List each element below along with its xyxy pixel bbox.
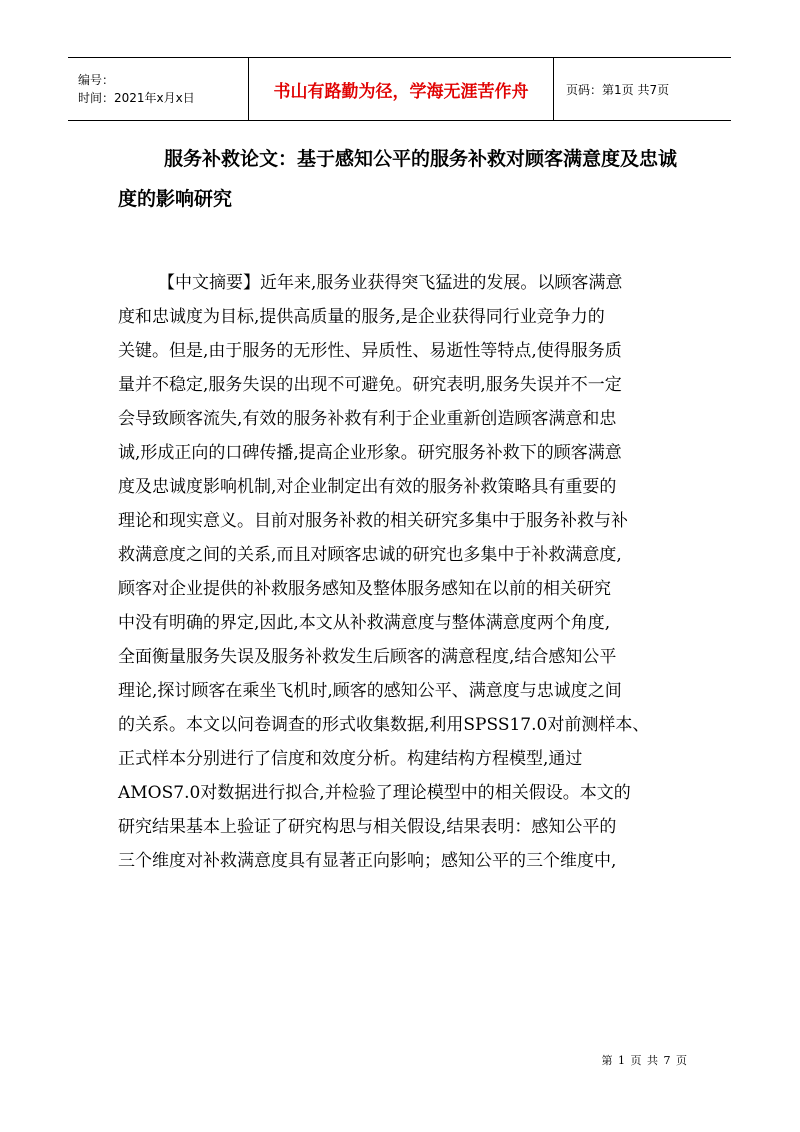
abstract-line: 量并不稳定,服务失误的出现不可避免。研究表明,服务失误并不一定: [118, 375, 622, 395]
abstract-line: 理论和现实意义。目前对服务补救的相关研究多集中于服务补救与补: [118, 511, 628, 531]
abstract-line: 关键。但是,由于服务的无形性、异质性、易逝性等特点,使得服务质: [118, 341, 622, 361]
abstract-line: 【中文摘要】近年来,服务业获得突飞猛进的发展。以顾客满意: [158, 273, 623, 293]
abstract-line: 研究结果基本上验证了研究构思与相关假设,结果表明：感知公平的: [118, 817, 617, 837]
abstract-line: 度和忠诚度为目标,提供高质量的服务,是企业获得同行业竞争力的: [118, 307, 605, 327]
document-title: 服务补救论文：基于感知公平的服务补救对顾客满意度及忠诚度的影响研究: [118, 148, 678, 210]
page-header: [68, 57, 731, 121]
abstract-line: 中没有明确的界定,因此,本文从补救满意度与整体满意度两个角度,: [118, 613, 611, 633]
abstract-line: 顾客对企业提供的补救服务感知及整体服务感知在以前的相关研究: [118, 579, 611, 599]
abstract-line: 会导致顾客流失,有效的服务补救有利于企业重新创造顾客满意和忠: [118, 409, 617, 429]
abstract-line: 正式样本分别进行了信度和效度分析。构建结构方程模型,通过: [118, 749, 583, 769]
abstract-line: 救满意度之间的关系,而且对顾客忠诚的研究也多集中于补救满意度,: [118, 545, 622, 565]
document-number-label: 编号：: [78, 73, 115, 87]
header-motto: 书山有路勤为径，学海无涯苦作舟: [273, 81, 529, 102]
document-time: 时间：2021年x月x日: [78, 91, 195, 105]
abstract-line: 全面衡量服务失误及服务补救发生后顾客的满意程度,结合感知公平: [118, 647, 617, 667]
abstract-line: 三个维度对补救满意度具有显著正向影响；感知公平的三个维度中,: [118, 851, 617, 871]
abstract-line: 的关系。本文以问卷调查的形式收集数据,利用SPSS17.0对前测样本、: [118, 715, 650, 735]
abstract-line: 理论,探讨顾客在乘坐飞机时,顾客的感知公平、满意度与忠诚度之间: [118, 681, 622, 701]
header-page-cell: [554, 58, 731, 120]
header-meta: [68, 58, 249, 120]
header-page-info: 页码：第1页 共7页: [566, 82, 670, 97]
abstract-line: AMOS7.0对数据进行拟合,并检验了理论模型中的相关假设。本文的: [118, 783, 631, 803]
page-footer: 第 1 页 共 7 页: [601, 1054, 688, 1067]
abstract-line: 度及忠诚度影响机制,对企业制定出有效的服务补救策略具有重要的: [118, 477, 617, 497]
header-motto-cell: [249, 58, 554, 120]
abstract-line: 诚,形成正向的口碑传播,提高企业形象。研究服务补救下的顾客满意: [118, 443, 622, 463]
abstract-body: [118, 266, 684, 878]
